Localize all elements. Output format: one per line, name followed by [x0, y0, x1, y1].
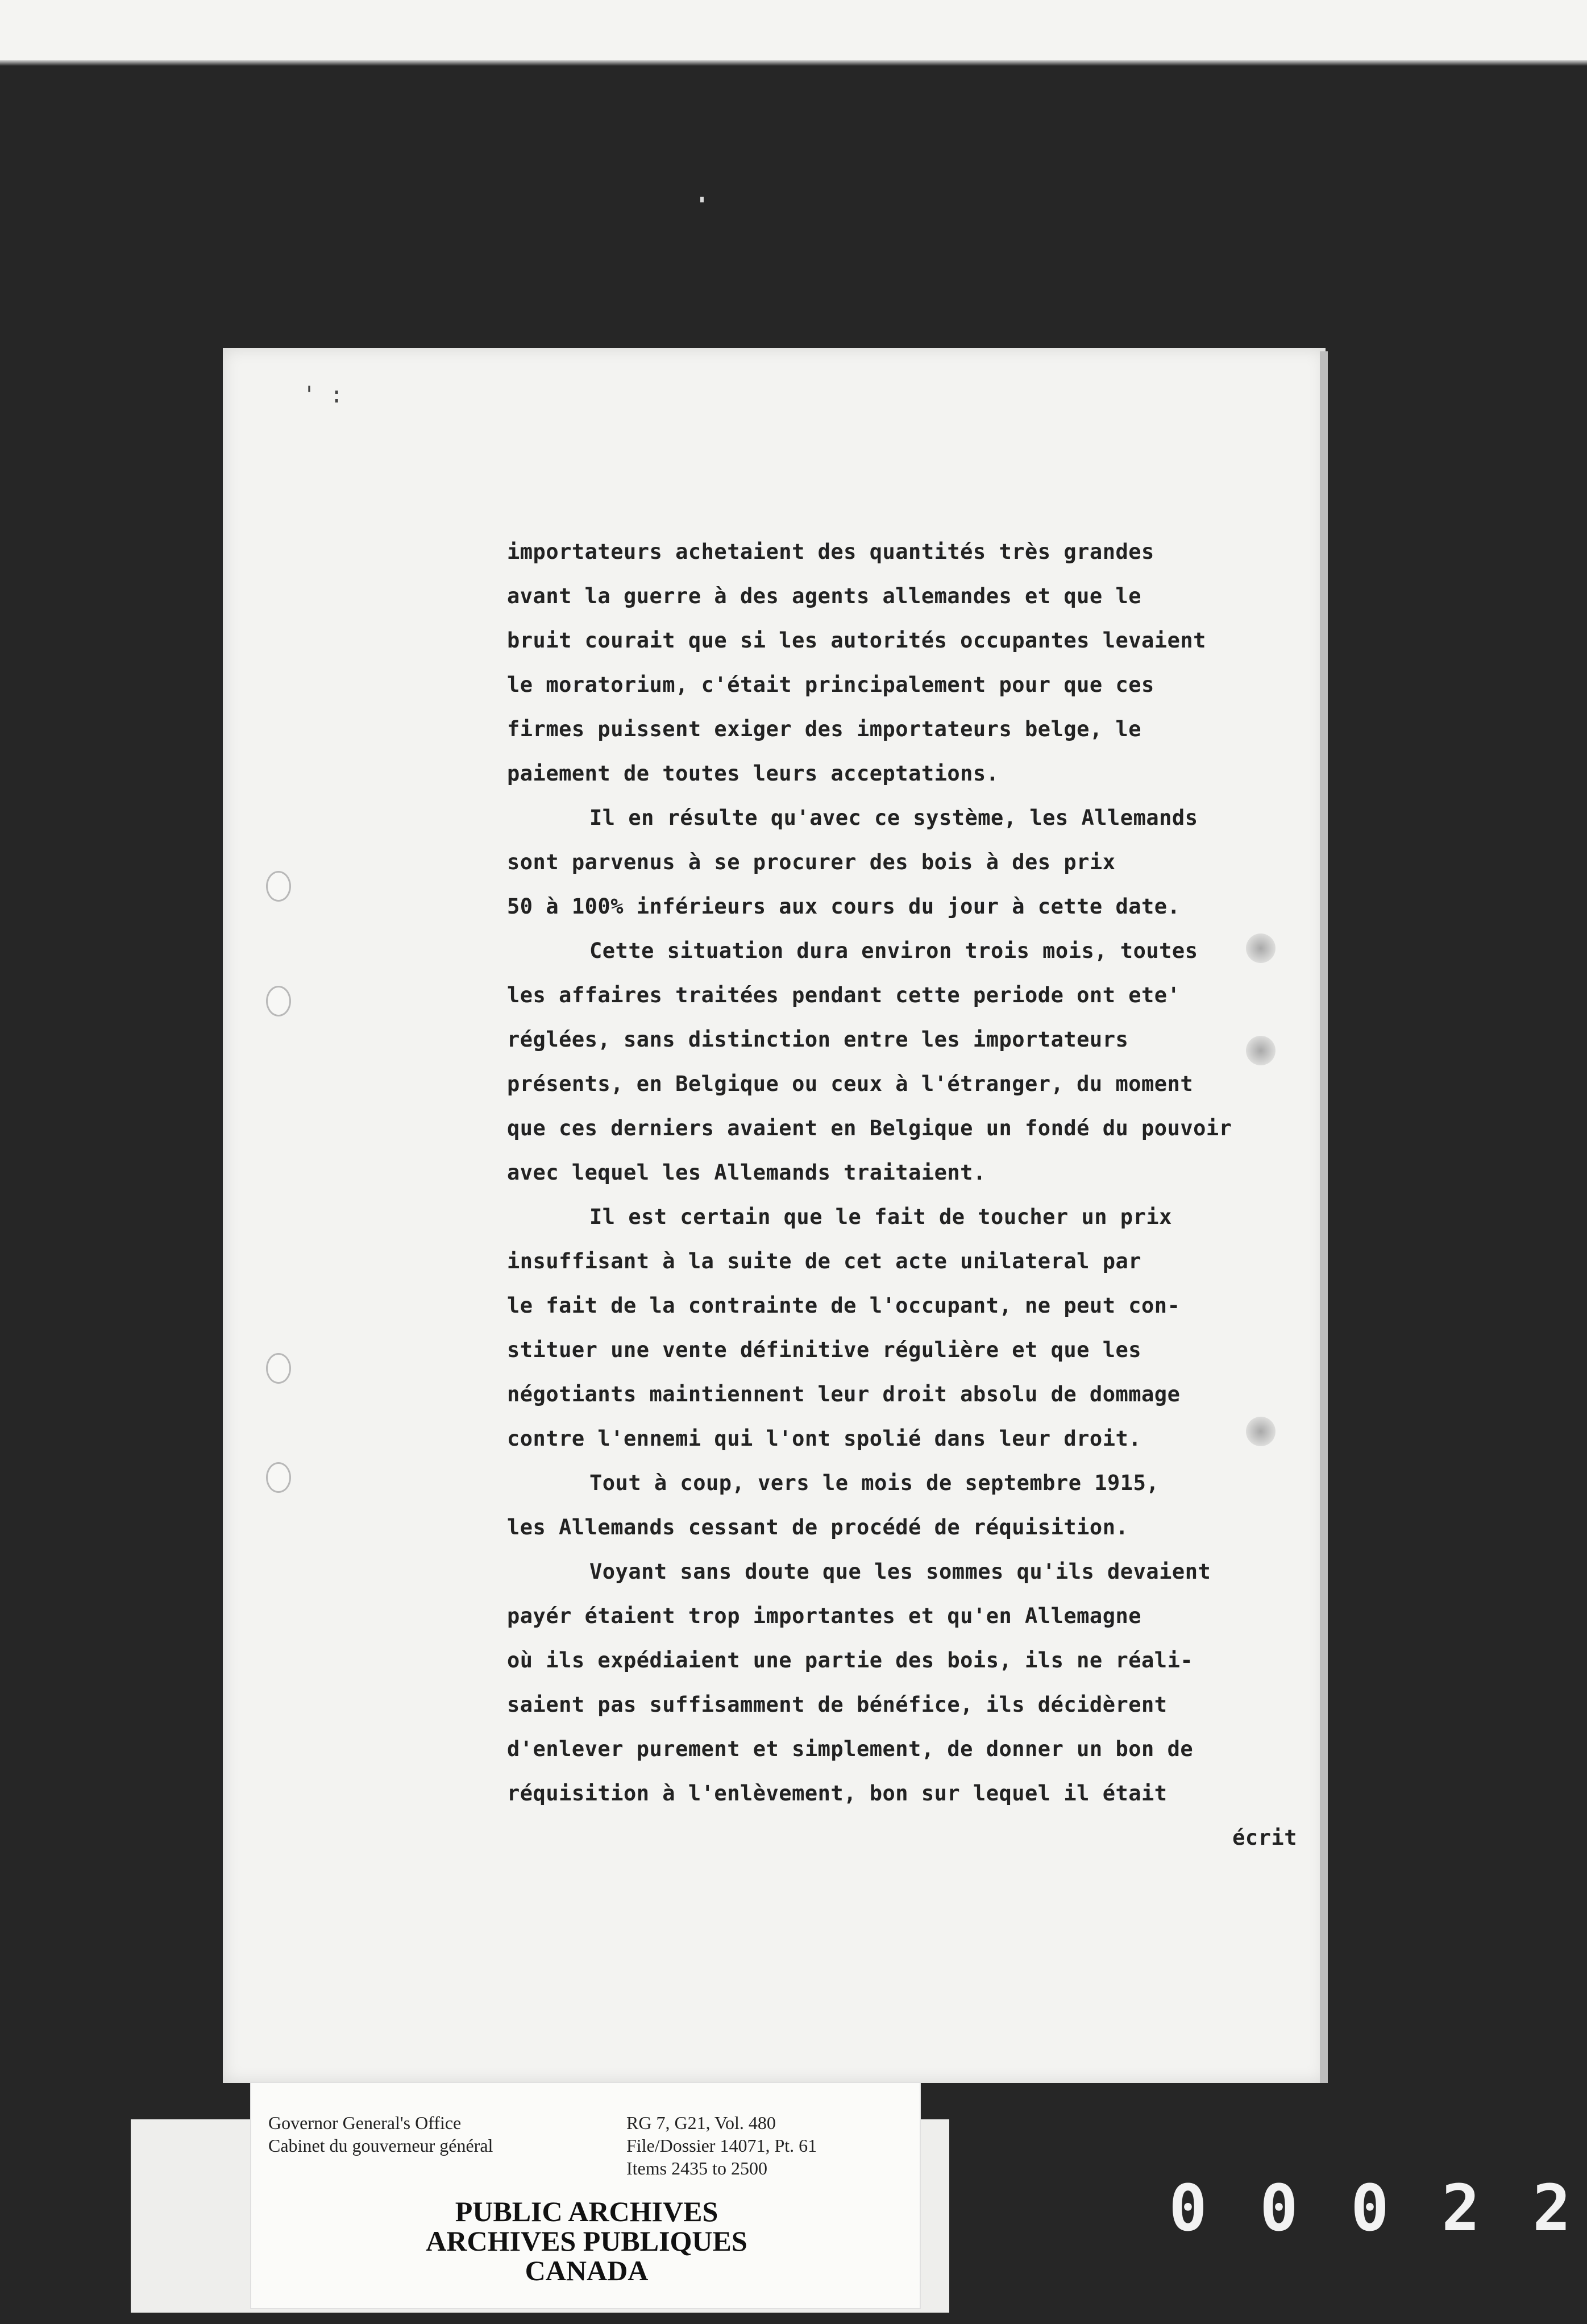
archives-english: PUBLIC ARCHIVES: [455, 2196, 718, 2227]
text-line: avec lequel les Allemands traitaient.: [507, 1160, 986, 1185]
text-line: insuffisant à la suite de cet acte unilateral par: [507, 1249, 1142, 1273]
text-line: Il est certain que le fait de toucher un prix: [589, 1205, 1172, 1229]
text-line: présents, en Belgique ou ceux à l'étranger, du moment: [507, 1072, 1194, 1096]
label-office: [268, 2111, 621, 2157]
text-line: les Allemands cessant de procédé de réquisition.: [507, 1515, 1129, 1539]
text-line: importateurs achetaient des quantités très grandes: [507, 540, 1154, 564]
archives-name: [251, 2197, 922, 2285]
frame-digit: 0: [1169, 2172, 1207, 2246]
text-line: le moratorium, c'était principalement pour que ces: [507, 673, 1154, 697]
record-group: RG 7, G21, Vol. 480: [626, 2113, 776, 2133]
top-film-band-edge: [0, 60, 1587, 66]
archives-country: CANADA: [525, 2255, 649, 2286]
text-line: avant la guerre à des agents allemandes et que le: [507, 584, 1142, 608]
text-line: stituer une vente définitive régulière et que les: [507, 1338, 1142, 1362]
text-line: contre l'ennemi qui l'ont spolié dans leur droit.: [507, 1426, 1142, 1451]
text-line: les affaires traitées pendant cette periode ont ete': [507, 983, 1181, 1007]
item-range: Items 2435 to 2500: [626, 2158, 767, 2178]
tick-mark: [700, 197, 704, 202]
punch-hole: [266, 871, 291, 902]
paper-edge: [1320, 351, 1328, 2083]
text-line: le fait de la contrainte de l'occupant, ne peut con-: [507, 1293, 1181, 1318]
text-line: saient pas suffisamment de bénéfice, ils décidèrent: [507, 1692, 1168, 1717]
text-line: 50 à 100% inférieurs aux cours du jour à cette date.: [507, 894, 1181, 919]
archive-label: [250, 2082, 921, 2309]
text-line: Tout à coup, vers le mois de septembre 1915,: [589, 1471, 1160, 1495]
text-line: que ces derniers avaient en Belgique un fondé du pouvoir: [507, 1116, 1232, 1140]
text-line: paiement de toutes leurs acceptations.: [507, 761, 999, 786]
frame-number: [1143, 2169, 1587, 2248]
text-line: sont parvenus à se procurer des bois à des prix: [507, 850, 1116, 874]
punch-hole: [266, 1462, 291, 1493]
text-line: payér étaient trop importantes et qu'en Allemagne: [507, 1604, 1142, 1628]
text-line: réquisition à l'enlèvement, bon sur lequel il était: [507, 1781, 1168, 1806]
archives-french: ARCHIVES PUBLIQUES: [426, 2225, 747, 2257]
text-line: réglées, sans distinction entre les importateurs: [507, 1027, 1129, 1052]
punch-hole: [266, 1353, 291, 1384]
text-line: Voyant sans doute que les sommes qu'ils devaient: [589, 1559, 1211, 1584]
frame-digit: 0: [1260, 2172, 1298, 2246]
text-line: où ils expédiaient une partie des bois, ils ne réali-: [507, 1648, 1194, 1673]
corner-mark: ' :: [302, 382, 344, 408]
file-number: File/Dossier 14071, Pt. 61: [626, 2135, 817, 2156]
punch-hole: [266, 986, 291, 1016]
text-line: négotiants maintiennent leur droit absolu de dommage: [507, 1382, 1181, 1406]
top-film-band: [0, 0, 1587, 64]
document-page: [223, 348, 1326, 2083]
text-line: écrit: [1232, 1825, 1297, 1850]
typed-text: [507, 530, 1320, 1860]
label-reference: [626, 2111, 922, 2180]
frame-digit: 0: [1351, 2172, 1389, 2246]
frame-digit: 2: [1532, 2172, 1571, 2246]
office-french: Cabinet du gouverneur général: [268, 2135, 493, 2156]
office-english: Governor General's Office: [268, 2113, 462, 2133]
text-line: bruit courait que si les autorités occupantes levaient: [507, 628, 1206, 653]
text-line: Il en résulte qu'avec ce système, les Allemands: [589, 806, 1198, 830]
frame-digit: 2: [1441, 2172, 1480, 2246]
text-line: d'enlever purement et simplement, de donner un bon de: [507, 1737, 1194, 1761]
text-line: Cette situation dura environ trois mois, toutes: [589, 939, 1198, 963]
text-line: firmes puissent exiger des importateurs belge, le: [507, 717, 1142, 741]
